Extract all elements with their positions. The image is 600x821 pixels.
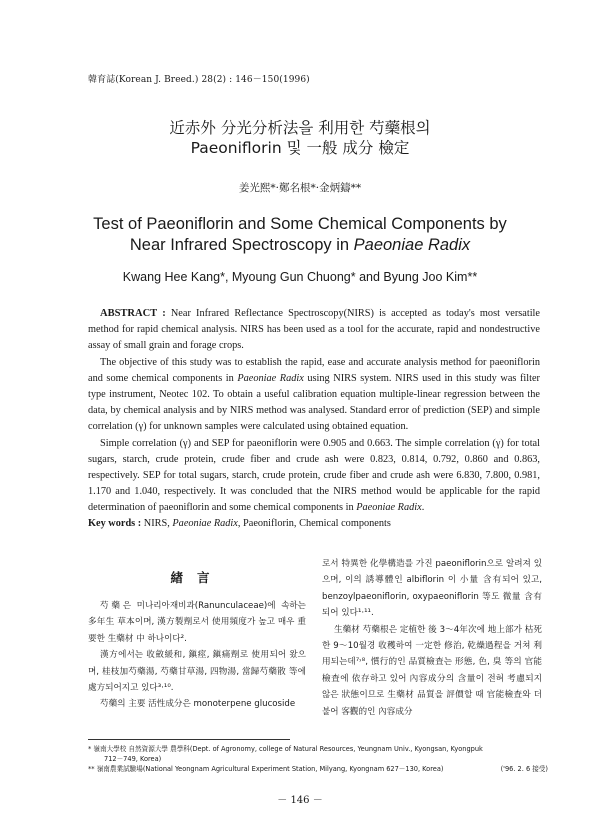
abstract-label: ABSTRACT : bbox=[100, 308, 166, 319]
keywords-a: NIRS, bbox=[143, 518, 173, 529]
footnotes bbox=[88, 744, 548, 774]
abstract bbox=[88, 306, 540, 517]
footnote-1: * 嶺南大學校 自然資源大學 農學科(Dept. of Agronomy, college of Natural Resources, Yeungnam Univ., Kyongsan, Kyongpuk bbox=[88, 745, 483, 753]
abstract-paragraph-2 bbox=[88, 355, 540, 436]
english-title-line-1: Test of Paeoniflorin and Some Chemical Components by bbox=[93, 215, 507, 233]
abstract-paragraph-1 bbox=[88, 306, 540, 355]
right-paragraph-2: 生藥材 芍藥根은 定植한 後 3～4年次에 地上部가 枯死한 9～10월경 收穫하여 一定한 修治, 乾燥過程을 거쳐 利用되는데⁷˒⁸, 慣行的인 品質檢査는 形態, 色, 臭 等의 官能檢査에 依存하고 있어 內容成分의 含量이 전혀 考慮되지 않은 狀態이므로 生藥材 品質을 評價할 때 官能檢査와 더불어 客觀的인 內容成分 bbox=[322, 624, 542, 717]
abstract-p3-b: . bbox=[421, 502, 425, 514]
abstract-p2-a: The objective of this study was to establish the rapid, ease and accurate analysis method for paeoniflorin and some chemical components in bbox=[88, 356, 540, 384]
footnote-divider bbox=[88, 739, 290, 740]
korean-title-line-2: Paeoniflorin 및 一般 成分 檢定 bbox=[190, 139, 410, 157]
section-heading-introduction: 緖言 bbox=[170, 570, 224, 585]
keywords-label: Key words : bbox=[88, 518, 142, 529]
english-title-line-2-text: Near Infrared Spectroscopy in bbox=[129, 236, 354, 254]
english-authors: Kwang Hee Kang*, Myoung Gun Chuong* and Byung Joo Kim** bbox=[122, 270, 478, 284]
received-date: ('96. 2. 6 接受) bbox=[500, 765, 548, 773]
abstract-p3-a: Simple correlation (γ) and SEP for paeoniflorin were 0.905 and 0.663. The simple correlation (γ) for total sugars, starch, crude protein, crude fiber and crude ash were 0.823, 0.814, 0.792, 0.860 and 0.863, respectively. SEP for total sugars, starch, crude protein, crude fiber and crude ash were 6.830, 7.800, 0.981, 1.170 and 1.040, respectively. It was concluded that the NIRS method would be applicable for the rapid determination of paeoniflorin and some chemical components in bbox=[88, 437, 540, 514]
left-paragraph-2: 漢方에서는 收斂緩和, 鎭痙, 鎭痛劑로 使用되어 왔으며, 桂枝加芍藥湯, 芍藥甘草湯, 四物湯, 當歸芍藥散 等에 處方되어지고 있다³·¹⁰. bbox=[88, 650, 306, 694]
journal-reference: 韓育誌(Korean J. Breed.) 28(2) : 146－150(1996) bbox=[88, 75, 310, 85]
abstract-p2-b: using NIRS system. NIRS used in this study was filter type instrument, Neotec 102. To obtain a useful calibration equation multiple-linear regression between the data, by chemical analysis and by NIRS method was analysed. Standard error of prediction (SEP) and simple correlation (γ) for unknown samples were calculated using obtained equation. bbox=[88, 372, 540, 433]
abstract-paragraph-3 bbox=[88, 436, 540, 517]
keywords-b: , Paeoniflorin, Chemical components bbox=[237, 518, 391, 529]
left-paragraph-3: 芍藥의 主要 活性成分은 monoterpene glucoside bbox=[100, 699, 296, 710]
abstract-p2-italic: Paeoniae Radix bbox=[237, 372, 304, 384]
korean-title-line-1: 近赤外 分光分析法을 利用한 芍藥根의 bbox=[169, 119, 431, 137]
footnote-1-address: 712－749, Korea) bbox=[104, 755, 162, 763]
abstract-p3-italic: Paeoniae Radix bbox=[356, 502, 422, 514]
right-column bbox=[322, 556, 542, 720]
left-column bbox=[88, 598, 306, 713]
keywords bbox=[88, 518, 548, 529]
footnote-2: ** 嶺南農業試驗場(National Yeongnam Agricultural Experiment Station, Milyang, Kyongnam 627－130, Korea) bbox=[88, 765, 444, 773]
keywords-italic: Paeoniae Radix bbox=[172, 518, 238, 529]
english-title-italic: Paeoniae Radix bbox=[353, 236, 471, 254]
page-number: － 146 － bbox=[277, 795, 323, 806]
left-paragraph-1: 芍藥은 미나리아재비과(Ranunculaceae)에 속하는 多年生 草本이며, 漢方製劑로서 使用頻度가 높고 매우 重要한 生藥材 中 하나이다². bbox=[88, 601, 306, 644]
english-title-line-2 bbox=[0, 235, 600, 256]
abstract-p1-text: Near Infrared Reflectance Spectroscopy(NIRS) is accepted as today's most versatile method for rapid chemical analysis. NIRS has been used as a tool for the accurate, rapid and nondestructive assay of small grain and forage crops. bbox=[88, 308, 540, 352]
right-paragraph-1: 로서 特異한 化學構造를 가진 paeoniflorin으로 알려져 있으며, 이의 誘導體인 albiflorin 이 小量 含有되어 있고, benzoylpaeoniflorin, oxypaeoniflorin 等도 微量 含有되어 있다¹·¹¹. bbox=[322, 559, 542, 619]
korean-authors: 姜光熙*·鄭名根*·金炳鑄** bbox=[238, 182, 362, 194]
